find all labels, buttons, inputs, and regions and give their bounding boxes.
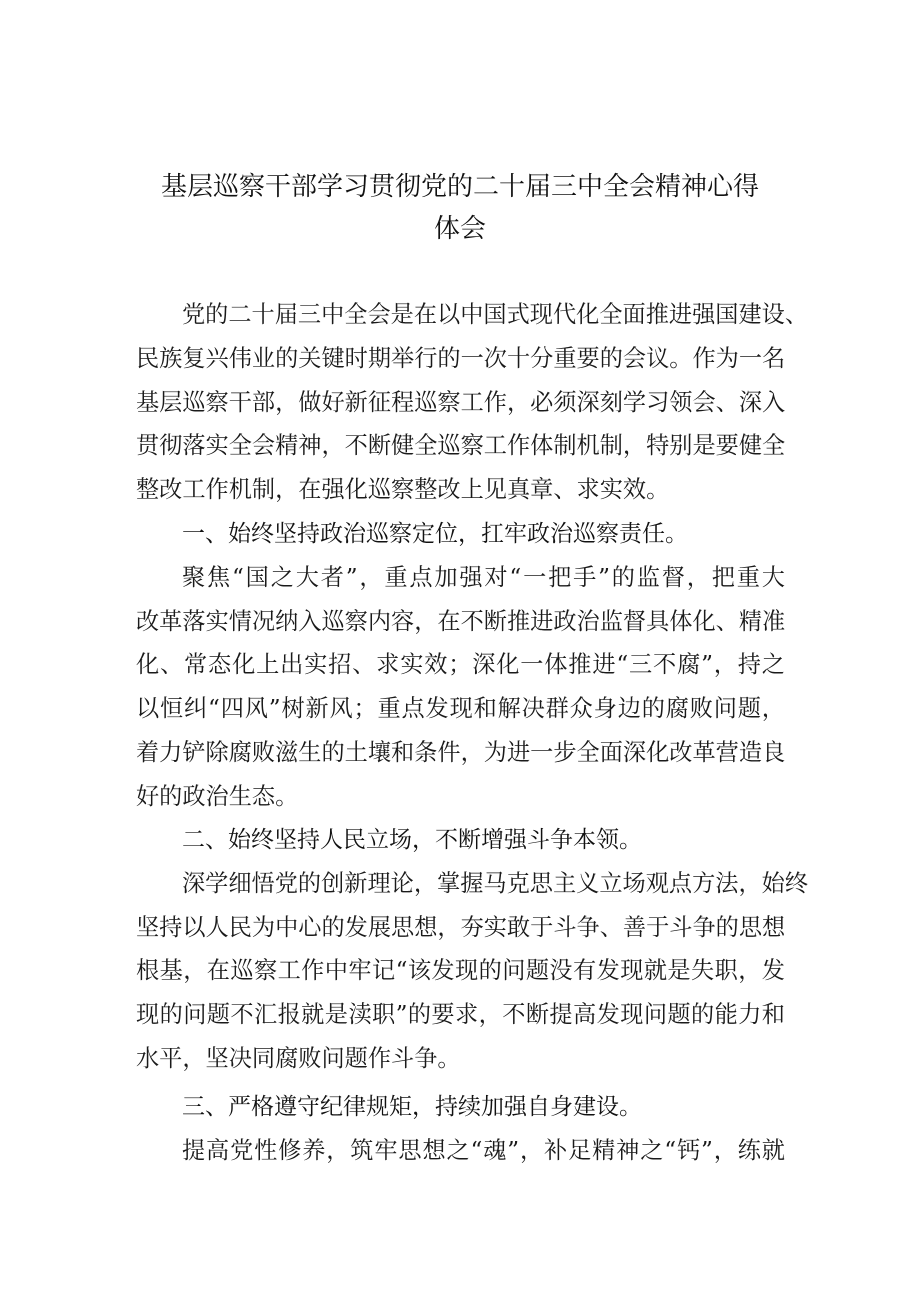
section-2-line: 坚持以人民为中心的发展思想，夯实敢于斗争、善于斗争的思想 [136, 914, 786, 941]
document-title-line-1: 基层巡察干部学习贯彻党的二十届三中全会精神心得 [160, 172, 759, 202]
intro-line: 贯彻落实全会精神，不断健全巡察工作体制机制，特别是要健全 [136, 432, 786, 459]
section-1-line: 好的政治生态。 [136, 783, 299, 810]
intro-line: 党的二十届三中全会是在以中国式现代化全面推进强国建设、 [182, 301, 809, 328]
section-2-line: 现的问题不汇报就是渎职”的要求，不断提高发现问题的能力和 [136, 1001, 785, 1028]
section-heading-3: 三、严格遵守纪律规矩，持续加强自身建设。 [182, 1094, 642, 1120]
intro-line: 基层巡察干部，做好新征程巡察工作，必须深刻学习领会、深入 [136, 389, 786, 416]
section-1-line: 化、常态化上出实招、求实效；深化一体推进“三不腐”，持之 [136, 651, 785, 678]
section-1-line: 改革落实情况纳入巡察内容，在不断推进政治监督具体化、精准 [136, 608, 786, 635]
intro-line: 民族复兴伟业的关键时期举行的一次十分重要的会议。作为一名 [136, 345, 786, 372]
section-2-line: 水平，坚决同腐败问题作斗争。 [136, 1045, 461, 1072]
section-2-line: 深学细悟党的创新理论，掌握马克思主义立场观点方法，始终 [182, 870, 809, 897]
section-heading-1: 一、始终坚持政治巡察定位，扛牢政治巡察责任。 [182, 521, 688, 547]
section-1-line: 以恒纠“四风”树新风；重点发现和解决群众身边的腐败问题， [136, 695, 785, 722]
section-3-line: 提高党性修养，筑牢思想之“魂”，补足精神之“钙”，练就 [182, 1137, 785, 1164]
section-1-line: 着力铲除腐败滋生的土壤和条件，为进一步全面深化改革营造良 [136, 739, 786, 766]
document-title-line-2: 体会 [433, 214, 486, 244]
section-heading-2: 二、始终坚持人民立场，不断增强斗争本领。 [182, 827, 642, 853]
intro-line: 整改工作机制，在强化巡察整改上见真章、求实效。 [136, 476, 670, 503]
section-1-line: 聚焦“国之大者”，重点加强对“一把手”的监督，把重大 [182, 564, 785, 591]
section-2-line: 根基，在巡察工作中牢记“该发现的问题没有发现就是失职，发 [136, 957, 785, 984]
